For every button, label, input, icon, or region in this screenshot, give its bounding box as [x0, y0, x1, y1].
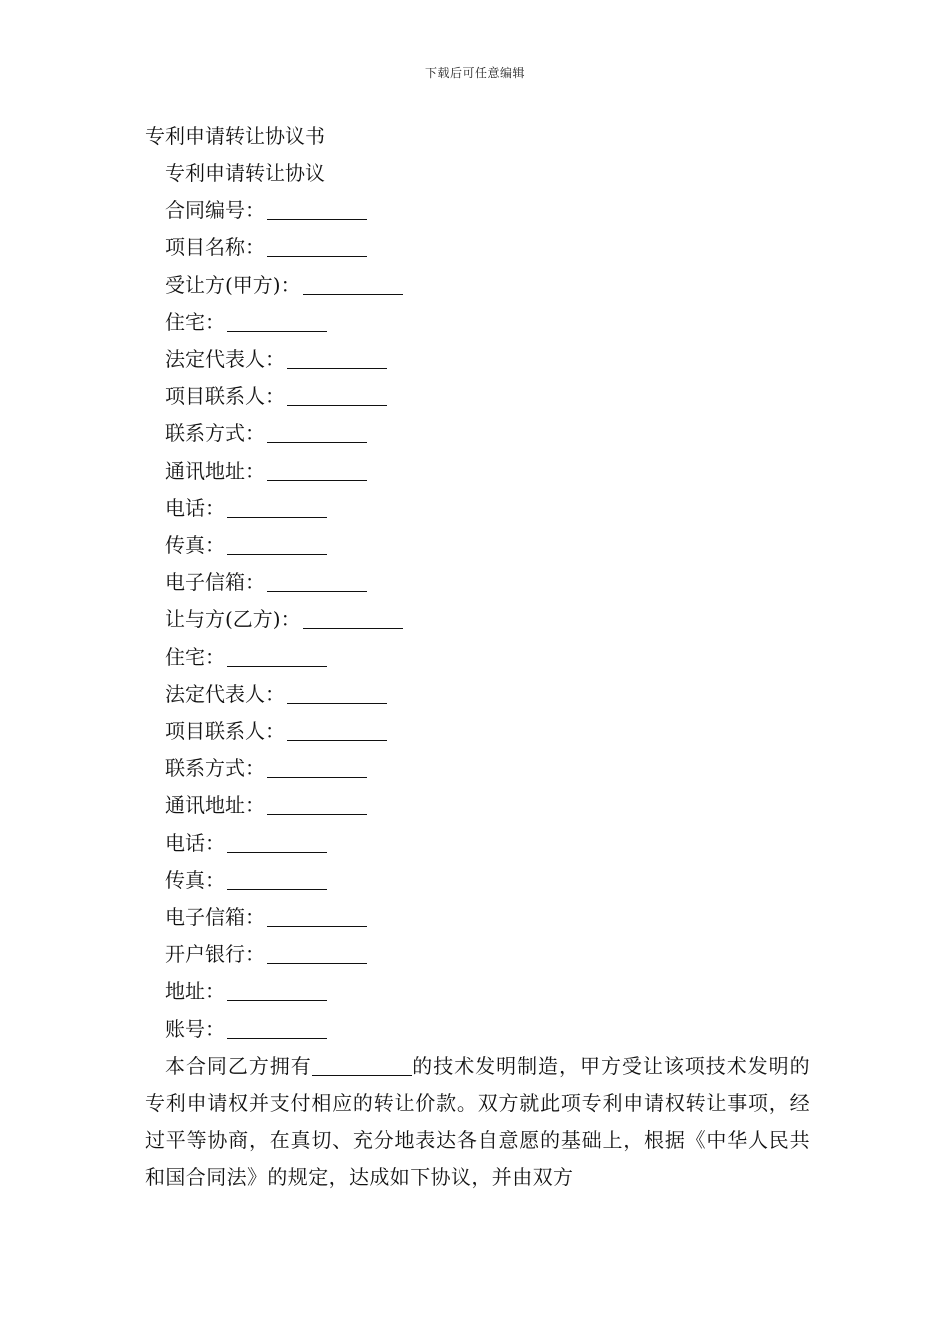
fill-in-blank — [287, 385, 387, 406]
field-fax — [145, 527, 810, 564]
fill-in-blank — [227, 311, 327, 332]
field-contact-method — [145, 415, 810, 452]
field-project-name — [145, 229, 810, 266]
fill-in-blank — [287, 683, 387, 704]
field-project-contact — [145, 378, 810, 415]
fill-in-blank — [267, 571, 367, 592]
field-label: 电子信箱： — [165, 570, 265, 595]
field-email — [145, 899, 810, 936]
field-legal-representative — [145, 341, 810, 378]
fill-in-blank — [303, 608, 403, 629]
field-project-contact — [145, 713, 810, 750]
field-label: 账号： — [165, 1016, 225, 1041]
document-subtitle: 专利申请转让协议 — [165, 161, 325, 185]
field-email — [145, 564, 810, 601]
field-label: 传真： — [165, 533, 225, 558]
fill-in-blank — [267, 943, 367, 964]
field-label: 项目名称： — [165, 235, 265, 260]
fill-in-blank — [227, 646, 327, 667]
fill-in-blank — [287, 720, 387, 741]
fill-in-blank — [267, 794, 367, 815]
field-contract-number — [145, 192, 810, 229]
fill-in-blank — [267, 199, 367, 220]
field-mailing-address — [145, 453, 810, 490]
fill-in-blank — [267, 460, 367, 481]
field-phone — [145, 825, 810, 862]
field-label: 法定代表人： — [165, 347, 285, 372]
fill-in-blank — [227, 869, 327, 890]
field-label: 联系方式： — [165, 756, 265, 781]
field-legal-representative — [145, 676, 810, 713]
field-label: 让与方(乙方)： — [165, 607, 301, 632]
field-label: 合同编号： — [165, 198, 265, 223]
paragraph-text-rest: 的技术发明制造，甲方受让该项技术发明的专利申请权并支付相应的转让价款。双方就此项专利申请权转让事项，经过平等协商，在真切、充分地表达各自意愿的基础上，根据《中华人民共和国合同法》的规定，达成如下协议，并由双方 — [145, 1053, 810, 1190]
contract-field-list — [145, 192, 810, 1048]
field-transferee — [145, 267, 810, 304]
field-label: 法定代表人： — [165, 681, 285, 706]
field-label: 项目联系人： — [165, 384, 285, 409]
paragraph-text-start: 本合同乙方拥有 — [165, 1053, 312, 1078]
agreement-paragraph — [145, 1048, 810, 1197]
fill-in-blank — [227, 980, 327, 1001]
field-residence — [145, 639, 810, 676]
fill-in-blank — [267, 757, 367, 778]
field-label: 电话： — [165, 495, 225, 520]
field-label: 联系方式： — [165, 421, 265, 446]
field-label: 传真： — [165, 867, 225, 892]
fill-in-blank — [227, 1018, 327, 1039]
field-label: 地址： — [165, 979, 225, 1004]
field-bank — [145, 936, 810, 973]
field-label: 电子信箱： — [165, 905, 265, 930]
field-label: 住宅： — [165, 644, 225, 669]
fill-in-blank — [267, 906, 367, 927]
fill-in-blank — [287, 348, 387, 369]
field-label: 通讯地址： — [165, 458, 265, 483]
field-label: 项目联系人： — [165, 719, 285, 744]
field-residence — [145, 304, 810, 341]
document-title: 专利申请转让协议书 — [145, 124, 325, 148]
document-body — [145, 118, 810, 1197]
field-label: 开户银行： — [165, 942, 265, 967]
fill-in-blank — [227, 534, 327, 555]
field-mailing-address — [145, 787, 810, 824]
field-label: 受让方(甲方)： — [165, 272, 301, 297]
field-phone — [145, 490, 810, 527]
fill-in-blank — [312, 1055, 412, 1076]
field-transferor — [145, 601, 810, 638]
fill-in-blank — [227, 497, 327, 518]
page-header-note: 下载后可任意编辑 — [424, 66, 525, 80]
field-label: 电话： — [165, 830, 225, 855]
field-label: 通讯地址： — [165, 793, 265, 818]
field-fax — [145, 862, 810, 899]
field-account-number — [145, 1011, 810, 1048]
fill-in-blank — [267, 422, 367, 443]
field-label: 住宅： — [165, 309, 225, 334]
field-contact-method — [145, 750, 810, 787]
fill-in-blank — [267, 236, 367, 257]
field-address — [145, 973, 810, 1010]
fill-in-blank — [227, 832, 327, 853]
fill-in-blank — [303, 274, 403, 295]
